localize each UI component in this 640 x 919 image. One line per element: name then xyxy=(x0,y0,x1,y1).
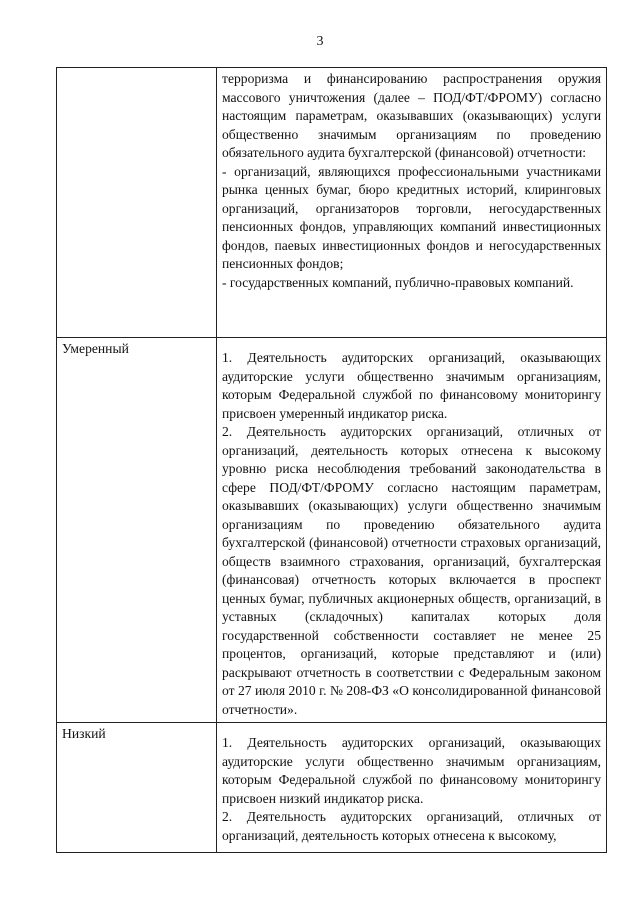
table-row xyxy=(57,723,607,853)
paragraph: терроризма и финансированию распространения оружия массового уничтожения (далее – ПОД/ФТ/ФРОМУ) согласно настоящим параметрам, оказывавших (оказывающих) услуги общественно значимым организациям по проведению обязательного аудита бухгалтерской (финансовой) отчетности: xyxy=(222,71,601,160)
risk-levels-table xyxy=(56,67,607,853)
risk-description-cell xyxy=(217,68,607,338)
paragraph: 1. Деятельность аудиторских организаций, оказывающих аудиторские услуги общественно значимым организациям, которым Федеральной службой по финансовому мониторингу присвоен низкий индикатор риска. xyxy=(222,735,601,806)
paragraph: 2. Деятельность аудиторских организаций, отличных от организаций, деятельность которых отнесена к высокому, xyxy=(222,809,601,843)
risk-level-cell: Низкий xyxy=(57,723,217,853)
table-row xyxy=(57,68,607,338)
paragraph: 2. Деятельность аудиторских организаций, отличных от организаций, деятельность которых отнесена к высокому уровню риска несоблюдения требований законодательства в сфере ПОД/ФТ/ФРОМУ согласно настоящим параметрам, оказывавших (оказывающих) услуги общественно значимым организациям по проведению обязательного аудита бухгалтерской (финансовой) отчетности страховых организаций, обществ взаимного страхования, организаций, бухгалтерская (финансовая) отчетность которых включается в проспект ценных бумаг, публичных акционерных обществ, организаций, в уставных (складочных) капиталах которых доля государственной собственности составляет не менее 25 процентов, организаций, которые представляют и (или) раскрывают отчетность в соответствии с Федеральным законом от 27 июля 2010 г. № 208-ФЗ «О консолидированной финансовой отчетности». xyxy=(222,424,601,717)
paragraph: - государственных компаний, публично-правовых компаний. xyxy=(222,274,574,290)
table-row xyxy=(57,338,607,723)
risk-level-cell xyxy=(57,68,217,338)
risk-description-cell xyxy=(217,338,607,723)
risk-description-cell xyxy=(217,723,607,853)
paragraph: - организаций, являющихся профессиональными участниками рынка ценных бумаг, бюро кредитных историй, клиринговых организаций, организаторов торговли, негосударственных пенсионных фондов, управляющих компаний инвестиционных фондов, паевых инвестиционных фондов и негосударственных пенсионных фондов; xyxy=(222,163,601,271)
page-number: 3 xyxy=(316,34,324,49)
risk-level-cell: Умеренный xyxy=(57,338,217,723)
paragraph: 1. Деятельность аудиторских организаций, оказывающих аудиторские услуги общественно значимым организациям, которым Федеральной службой по финансовому мониторингу присвоен умеренный индикатор риска. xyxy=(222,350,601,421)
